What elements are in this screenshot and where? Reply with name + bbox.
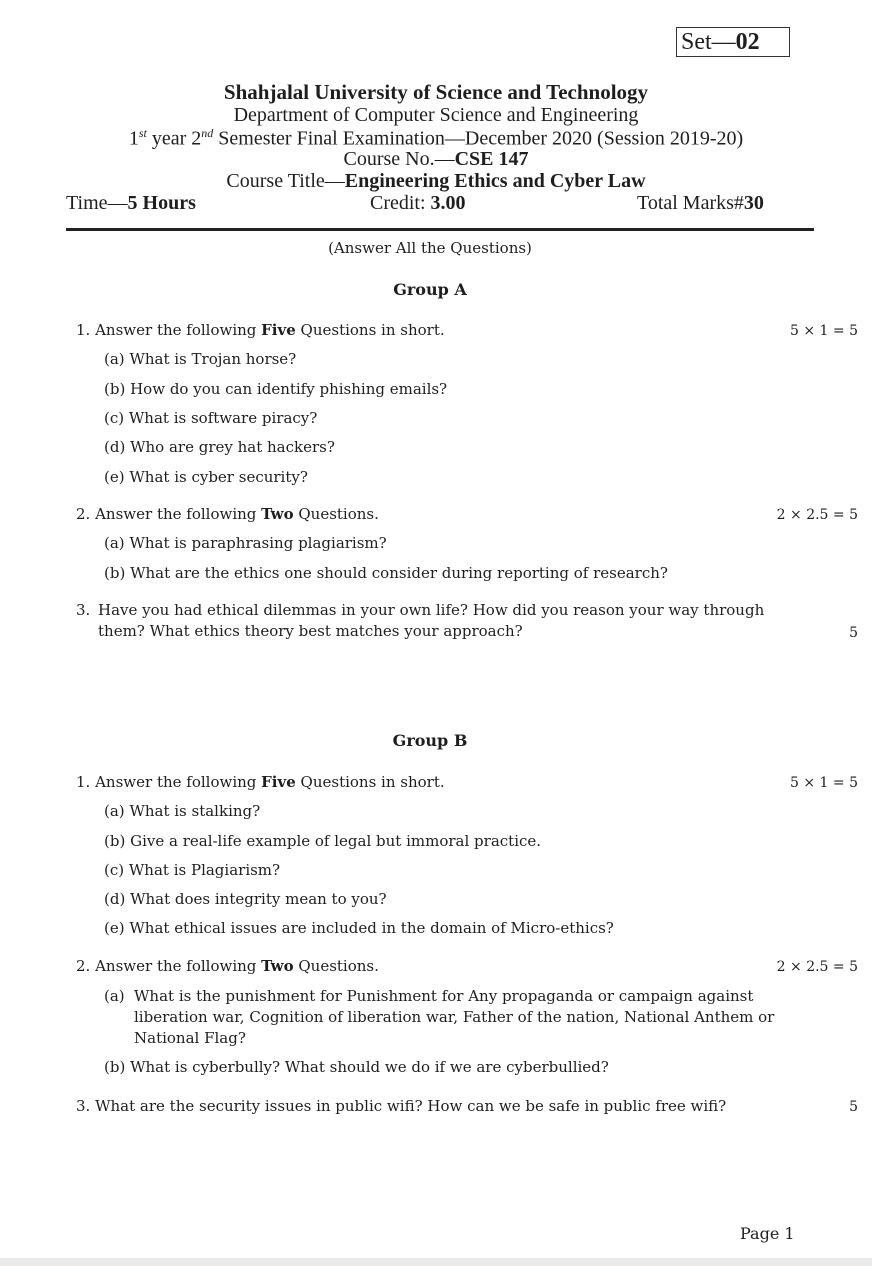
item-label: (d): [104, 438, 126, 456]
group-a-q2-item-b: [104, 564, 668, 582]
item-label: (a): [104, 802, 125, 820]
question-text: Questions.: [293, 505, 379, 523]
course-title-value: Engineering Ethics and Cyber Law: [344, 170, 646, 192]
group-b-q1-item-d: [104, 890, 387, 908]
item-text: What are the ethics one should consider during reporting of research?: [130, 564, 668, 582]
question-text: Answer the following: [95, 773, 262, 791]
exam-title: [0, 126, 872, 151]
group-b-q1-item-c: [104, 861, 280, 879]
year-suffix: st: [138, 126, 147, 140]
group-a-question-1: [76, 321, 445, 339]
question-number: 2.: [76, 957, 91, 975]
time-label: Time—: [66, 192, 128, 214]
item-text: What is software piracy?: [128, 409, 318, 427]
group-b-q1-marks: 5 × 1 = 5: [790, 775, 858, 791]
group-a-q1-item-a: [104, 350, 296, 368]
group-a-q2-marks: 2 × 2.5 = 5: [776, 507, 858, 523]
department-name: Department of Computer Science and Engineering: [233, 104, 639, 126]
credit-value: 3.00: [430, 192, 466, 214]
header-divider: [66, 228, 814, 231]
group-b-question-2: [76, 957, 379, 975]
year-number: 1: [128, 127, 139, 150]
item-text: What is cyber security?: [129, 468, 308, 486]
question-text: Answer the following: [95, 321, 262, 339]
total-marks-label: Total Marks#: [637, 192, 744, 214]
group-a-question-2: [76, 505, 379, 523]
course-number: [0, 148, 872, 171]
question-emphasis: Five: [261, 773, 296, 791]
course-number-label: Course No.—: [343, 148, 455, 170]
semester-number: 2: [191, 127, 202, 150]
item-text: What ethical issues are included in the domain of Micro-ethics?: [129, 919, 614, 937]
group-b-question-3: [76, 1097, 726, 1115]
question-number: 3.: [76, 601, 91, 619]
instruction-text: (Answer All the Questions): [328, 239, 532, 257]
item-label: (a): [104, 350, 125, 368]
item-label: (d): [104, 890, 126, 908]
question-number: 1.: [76, 773, 91, 791]
question-number: 3.: [76, 1097, 91, 1115]
university-name: Shahjalal University of Science and Technology: [223, 80, 649, 104]
question-text: Questions in short.: [295, 773, 445, 791]
item-label: (b): [104, 1058, 126, 1076]
question-text: Questions.: [293, 957, 379, 975]
group-b-title: Group B: [392, 731, 468, 750]
group-a-q1-item-b: [104, 380, 447, 398]
group-a-title: Group A: [393, 280, 467, 299]
page-bottom-edge: [0, 1258, 872, 1266]
group-a-q1-item-d: [104, 438, 335, 456]
group-a-q1-item-c: [104, 409, 317, 427]
item-text: Who are grey hat hackers?: [130, 438, 335, 456]
question-number: 1.: [76, 321, 91, 339]
credit-info: [370, 192, 466, 215]
semester-suffix: nd: [201, 126, 214, 140]
group-a-q1-marks: 5 × 1 = 5: [790, 323, 858, 339]
question-emphasis: Two: [261, 957, 294, 975]
page-number: Page 1: [740, 1224, 795, 1243]
set-number: 02: [735, 29, 760, 55]
question-text: Questions in short.: [295, 321, 445, 339]
course-number-value: CSE 147: [454, 148, 529, 170]
item-text: What is paraphrasing plagiarism?: [129, 534, 387, 552]
year-label: year: [146, 127, 192, 150]
question-emphasis: Five: [261, 321, 296, 339]
group-a-q2-item-a: [104, 534, 387, 552]
group-b-q3-marks: 5: [849, 1099, 858, 1115]
group-b-q1-item-a: [104, 802, 260, 820]
item-label: (a): [104, 987, 125, 1005]
group-b-q2-item-b: [104, 1058, 609, 1076]
item-label: (b): [104, 380, 126, 398]
credit-label: Credit:: [370, 192, 431, 214]
group-a-q3-marks: 5: [849, 625, 858, 641]
set-number-box: [676, 27, 790, 57]
item-label: (e): [104, 919, 125, 937]
item-label: (a): [104, 534, 125, 552]
item-label: (c): [104, 409, 125, 427]
item-text: What does integrity mean to you?: [130, 890, 387, 908]
course-title-label: Course Title—: [226, 170, 345, 192]
item-label: (c): [104, 861, 125, 879]
item-text: What is Plagiarism?: [128, 861, 281, 879]
item-text: What is Trojan horse?: [129, 350, 297, 368]
group-a-question-3: [76, 600, 776, 642]
time-value: 5 Hours: [127, 192, 196, 214]
time-info: [66, 192, 196, 215]
question-text: Have you had ethical dilemmas in your own life? How did you reason your way through them? What ethics theory best matches your approach?: [98, 601, 765, 640]
group-b-q2-item-a: [104, 986, 794, 1049]
question-number: 2.: [76, 505, 91, 523]
item-label: (b): [104, 832, 126, 850]
item-text: What is stalking?: [129, 802, 261, 820]
group-b-q2-marks: 2 × 2.5 = 5: [776, 959, 858, 975]
course-title: [0, 170, 872, 193]
group-b-question-1: [76, 773, 445, 791]
exam-description: Semester Final Examination—December 2020 (Session 2019-20): [213, 127, 744, 150]
item-label: (e): [104, 468, 125, 486]
total-marks-value: 30: [743, 192, 764, 214]
group-b-q1-item-e: [104, 919, 614, 937]
question-text: What are the security issues in public wifi? How can we be safe in public free wifi?: [95, 1097, 727, 1115]
question-text: Answer the following: [95, 957, 262, 975]
item-text: What is the punishment for Punishment for Any propaganda or campaign against liberation war, Cognition of liberation war, Father of the nation, National Anthem or National Flag?: [134, 987, 775, 1047]
question-emphasis: Two: [261, 505, 294, 523]
set-label: Set—: [681, 29, 736, 55]
question-text: Answer the following: [95, 505, 262, 523]
group-a-q1-item-e: [104, 468, 308, 486]
group-b-q1-item-b: [104, 832, 541, 850]
item-text: What is cyberbully? What should we do if we are cyberbullied?: [130, 1058, 609, 1076]
item-text: How do you can identify phishing emails?: [130, 380, 448, 398]
total-marks-info: [637, 192, 764, 215]
item-text: Give a real-life example of legal but immoral practice.: [130, 832, 542, 850]
item-label: (b): [104, 564, 126, 582]
